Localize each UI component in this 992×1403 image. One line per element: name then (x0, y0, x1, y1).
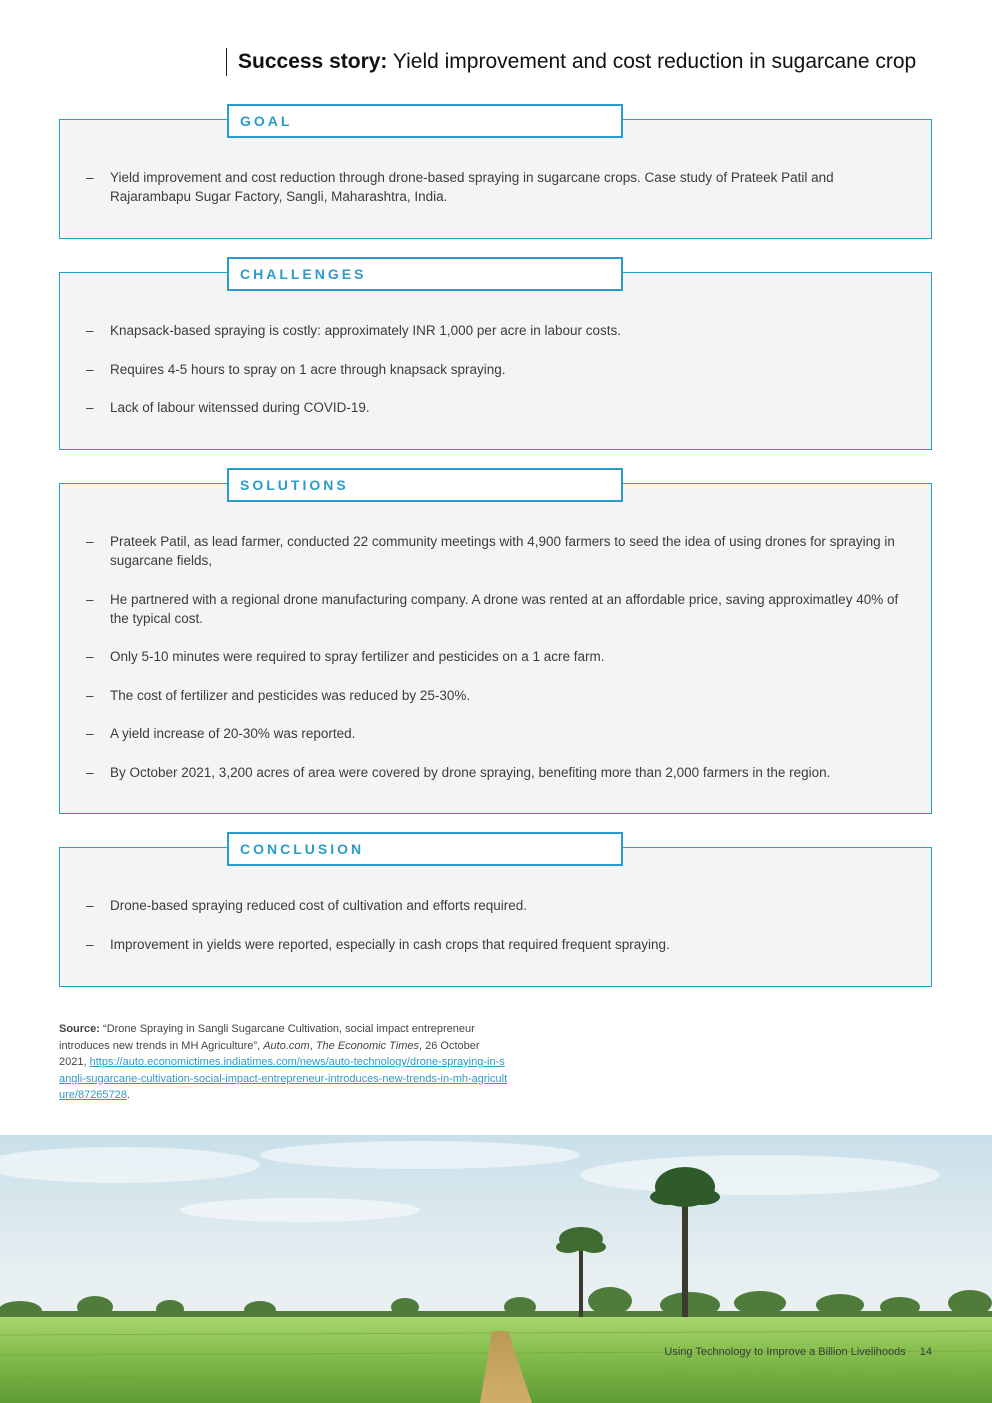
bullet-dash: – (86, 534, 94, 549)
bullet-dash: – (86, 898, 94, 913)
list-item: – Only 5-10 minutes were required to spray fertilizer and pesticides on a 1 acre farm. (86, 649, 605, 664)
goal-list (86, 168, 901, 226)
list-item: – Knapsack-based spraying is costly: approximately INR 1,000 per acre in labour costs. (86, 323, 621, 338)
bullet-dash: – (86, 591, 94, 607)
source-date: , 26 October 2021, (59, 1039, 480, 1068)
source-label: Source: (59, 1023, 100, 1035)
source-outlet-1: Auto.com (263, 1039, 310, 1052)
list-item: – Requires 4-5 hours to spray on 1 acre through knapsack spraying. (86, 361, 506, 377)
solutions-list (86, 532, 901, 801)
challenges-label: CHALLENGES (227, 257, 623, 291)
source-link[interactable]: https://auto.economictimes.indiatimes.com/news/auto-technology/drone-spraying-in-sangli-sugarcane-cultivation-social-impact-entrepreneur-introduces-new-trends-in-mh-agriculture/87265728 (59, 1056, 508, 1101)
list-item: – A yield increase of 20-30% was reported. (86, 726, 356, 741)
list-item: – Prateek Patil, as lead farmer, conducted 22 community meetings with 4,900 farmers to seed the idea of using drones for spraying in sugarcane fields, (86, 534, 895, 568)
solutions-box (59, 477, 932, 814)
bullet-dash: – (86, 936, 94, 952)
source-text: “Drone Spraying in Sangli Sugarcane Cultivation, social impact entrepreneur introduces new trends in MH Agriculture”, (59, 1023, 475, 1052)
solutions-label: SOLUTIONS (227, 468, 623, 502)
title-text: Yield improvement and cost reduction in sugarcane crop (392, 50, 917, 73)
source-outlet-2: The Economic Times (315, 1039, 420, 1052)
title-prefix: Success story: (238, 50, 388, 73)
page-number: 14 (919, 1346, 932, 1358)
list-item: – The cost of fertilizer and pesticides was reduced by 25-30%. (86, 687, 471, 703)
bullet-dash: – (86, 170, 94, 185)
goal-box (59, 113, 932, 239)
list-item: – He partnered with a regional drone manufacturing company. A drone was rented at an affordable price, saving approximatley 40% of the typical cost. (86, 591, 899, 626)
footer-text: Using Technology to Improve a Billion Livelihoods (664, 1346, 906, 1358)
bullet-dash: – (86, 687, 94, 703)
bullet-dash: – (86, 764, 94, 780)
challenges-list (86, 321, 901, 437)
conclusion-list (86, 896, 901, 973)
conclusion-box (59, 841, 932, 987)
source-note: Source: “Drone Spraying in Sangli Sugarcane Cultivation, social impact entrepreneur introduces new trends in MH Agriculture”, Auto.com, The Economic Times, 26 October 2021, https://auto.economictimes.indiatimes.com/news/auto-technology/drone-spraying-in-sangli-sugarcane-cultivation-social-impact-entrepreneur-introduces-new-trends-in-mh-agriculture/87265728. (59, 1023, 508, 1101)
page-title (226, 48, 916, 76)
bullet-dash: – (86, 323, 94, 338)
page-footer (664, 1346, 932, 1358)
bullet-dash: – (86, 726, 94, 741)
list-item: – Improvement in yields were reported, especially in cash crops that required frequent spraying. (86, 936, 670, 952)
bullet-dash: – (86, 400, 94, 415)
list-item: – Drone-based spraying reduced cost of cultivation and efforts required. (86, 898, 527, 913)
goal-label: GOAL (227, 104, 623, 138)
bullet-dash: – (86, 361, 94, 377)
sugarcane-field-photo (0, 1135, 992, 1403)
conclusion-label: CONCLUSION (227, 832, 623, 866)
bullet-dash: – (86, 649, 94, 664)
list-item: – By October 2021, 3,200 acres of area were covered by drone spraying, benefiting more than 2,000 farmers in the region. (86, 764, 831, 780)
list-item: – Lack of labour witenssed during COVID-19. (86, 400, 370, 415)
list-item: – Yield improvement and cost reduction through drone-based spraying in sugarcane crops. Case study of Prateek Patil and Rajarambapu Sugar Factory, Sangli, Maharashtra, India. (86, 170, 834, 204)
challenges-box (59, 266, 932, 450)
